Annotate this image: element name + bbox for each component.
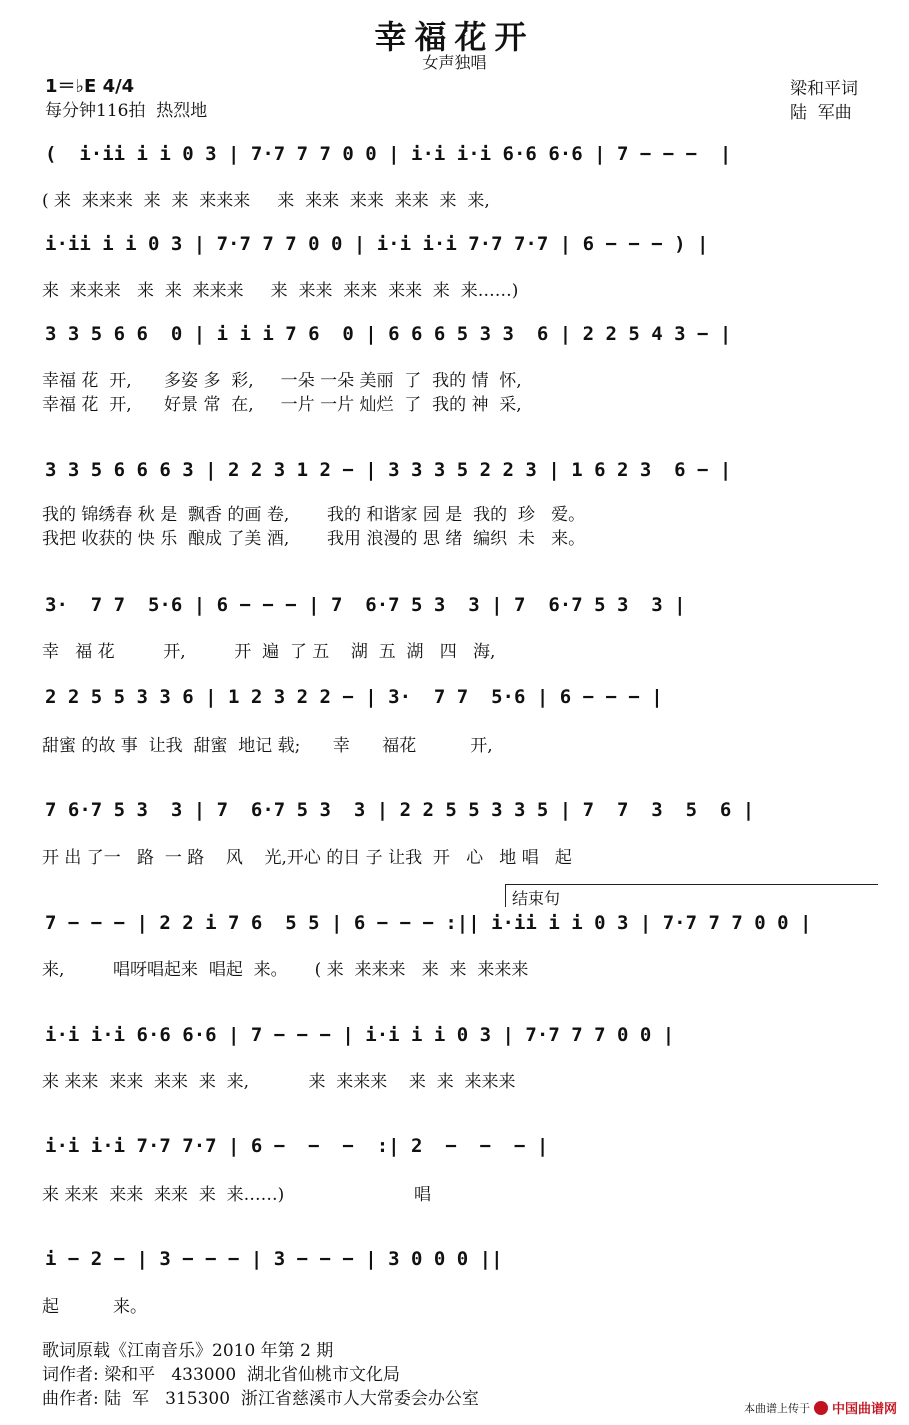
upload-watermark <box>744 1398 897 1417</box>
ending-label: 结束句 <box>512 889 561 908</box>
lyric-line-1-1: ( 来 来来来 来 来 来来来 来 来来 来来 来来 来 来, <box>42 191 490 211</box>
lyric-line-4-2: 我把 收获的 快 乐 酿成 了美 酒, 我用 浪漫的 思 绪 编织 未 来。 <box>42 529 586 549</box>
key-signature: 1＝♭E 4/4 <box>45 76 135 97</box>
lyric-line-2-1: 来 来来来 来 来 来来来 来 来来 来来 来来 来 来……) <box>42 281 519 301</box>
notation-line-8: 7 − − − | 2 2 i 7 6 5 5 | 6 − − − :|| i·ii i i 0 3 | 7·7 7 7 0 0 | <box>45 912 812 934</box>
lyric-line-5-1: 幸 福 花 开, 开 遍 了 五 湖 五 湖 四 海, <box>42 642 496 662</box>
notation-line-2: i·ii i i 0 3 | 7·7 7 7 0 0 | i·i i·i 7·7 7·7 | 6 − − − ) | <box>45 233 709 255</box>
composer-credit: 陆 军曲 <box>790 103 852 123</box>
lyric-line-6-1: 甜蜜 的故 事 让我 甜蜜 地记 载; 幸 福花 开, <box>42 736 493 756</box>
lyric-line-7-1: 开 出 了一 路 一 路 风 光,开心 的日 子 让我 开 心 地 唱 起 <box>42 848 572 868</box>
lyric-line-11-1: 起 来。 <box>42 1297 148 1317</box>
notation-line-4: 3 3 5 6 6 6 3 | 2 2 3 1 2 − | 3 3 3 5 2 2 3 | 1 6 2 3 6 − | <box>45 459 732 481</box>
notation-line-7: 7 6·7 5 3 3 | 7 6·7 5 3 3 | 2 2 5 5 3 3 5 | 7 7 3 5 6 | <box>45 799 755 821</box>
lyric-line-3-2: 幸福 花 开, 好景 常 在, 一片 一片 灿烂 了 我的 神 采, <box>42 395 522 415</box>
site-logo-icon <box>814 1401 828 1415</box>
tempo-marking: 每分钟116拍 热烈地 <box>45 101 208 121</box>
notation-line-6: 2 2 5 5 3 3 6 | 1 2 3 2 2 − | 3· 7 7 5·6 | 6 − − − | <box>45 686 663 708</box>
lyric-line-4-1: 我的 锦绣春 秋 是 飘香 的画 卷, 我的 和谐家 园 是 我的 珍 爱。 <box>42 505 586 525</box>
song-subtitle: 女声独唱 <box>422 53 487 72</box>
lyric-line-10-1: 来 来来 来来 来来 来 来……) 唱 <box>42 1185 431 1205</box>
lyricist-info: 词作者: 梁和平 433000 湖北省仙桃市文化局 <box>42 1365 401 1385</box>
lyric-line-3-1: 幸福 花 开, 多姿 多 彩, 一朵 一朵 美丽 了 我的 情 怀, <box>42 371 522 391</box>
upload-note: 本曲谱上传于 <box>743 1401 810 1415</box>
notation-line-3: 3 3 5 6 6 0 | i i i 7 6 0 | 6 6 6 5 3 3 6 | 2 2 5 4 3 − | <box>45 323 732 345</box>
lyric-line-9-1: 来 来来 来来 来来 来 来, 来 来来来 来 来 来来来 <box>42 1072 516 1092</box>
site-logo: 中国曲谱网 <box>831 1402 897 1417</box>
notation-line-5: 3· 7 7 5·6 | 6 − − − | 7 6·7 5 3 3 | 7 6·7 5 3 3 | <box>45 594 686 616</box>
notation-line-11: i − 2 − | 3 − − − | 3 − − − | 3 0 0 0 || <box>45 1248 503 1270</box>
notation-line-9: i·i i·i 6·6 6·6 | 7 − − − | i·i i i 0 3 | 7·7 7 7 0 0 | <box>45 1024 675 1046</box>
song-title: 幸福花开 <box>374 18 535 56</box>
composer-info: 曲作者: 陆 军 315300 浙江省慈溪市人大常委会办公室 <box>42 1389 479 1409</box>
lyricist-credit: 梁和平词 <box>790 79 858 99</box>
source-note: 歌词原载《江南音乐》2010 年第 2 期 <box>42 1341 334 1361</box>
lyric-line-8-1: 来, 唱呀唱起来 唱起 来。 ( 来 来来来 来 来 来来来 <box>42 960 529 980</box>
ending-bracket <box>505 884 878 907</box>
notation-line-10: i·i i·i 7·7 7·7 | 6 − − − :| 2 − − − | <box>45 1135 549 1157</box>
notation-line-1: ( i·ii i i 0 3 | 7·7 7 7 0 0 | i·i i·i 6·6 6·6 | 7 − − − | <box>45 143 732 165</box>
